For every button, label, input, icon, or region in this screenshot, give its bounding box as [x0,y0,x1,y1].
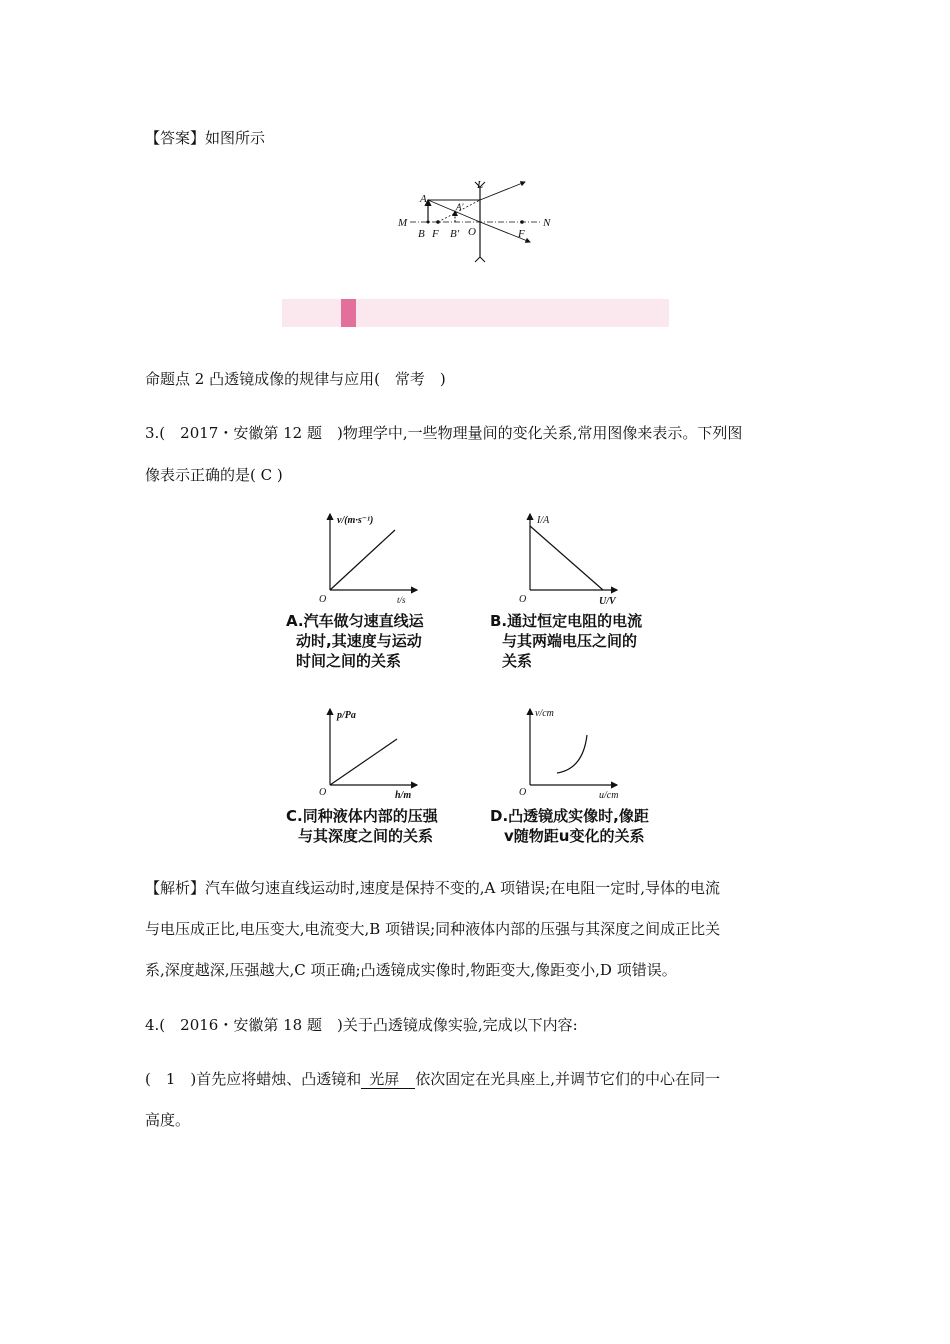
focal-point-right [520,220,524,224]
graph-a-origin: O [319,594,327,605]
graph-a-xlabel: t/s [397,595,406,605]
q4-part1-suffix: 依次固定在光具座上,并调节它们的中心在同一 [415,1070,721,1088]
focal-point-left [436,220,440,224]
lens-bottom-arrow-icon [475,257,485,262]
q4-part1-line-2: 高度。 [145,1111,191,1129]
section-band-marker [341,299,356,327]
answer-line [145,128,265,148]
label-f-left: F [432,228,439,240]
graph-a [315,508,425,608]
label-l: L [477,179,484,191]
analysis-line-3: 系,深度越深,压强越大,C 项正确;凸透镜成实像时,物距变大,像距变小,D 项错误。 [145,961,677,979]
answer-label: 【答案】 [145,129,206,147]
graph-a-caption: A.汽车做匀速直线运 动时,其速度与运动 时间之间的关系 [286,612,424,670]
label-f-right: F [518,228,525,240]
graph-c-xlabel: h/m [395,790,412,801]
q4-part1-line [145,1069,720,1089]
lens-ray-diagram [390,175,560,267]
graph-b [515,508,625,608]
graph-c-caption: C.同种液体内部的压强 与其深度之间的关系 [286,807,438,845]
label-a: A [420,193,427,205]
graph-c [315,703,425,803]
section-heading: 命题点 2 凸透镜成像的规律与应用( 常考 ) [145,370,446,388]
q4-part1-prefix: ( 1 )首先应将蜡烛、凸透镜和 [145,1070,362,1088]
point-b [427,221,430,224]
graph-d-caption: D.凸透镜成实像时,像距 v随物距u变化的关系 [490,807,649,845]
graph-b-ylabel: I/A [537,515,550,526]
graph-d-ylabel: v/cm [535,708,554,719]
graph-a-ylabel: v/(m·s⁻¹) [337,515,374,526]
q4-line-1: 4.( 2016・安徽第 18 题 )关于凸透镜成像实验,完成以下内容: [145,1016,578,1034]
analysis-line-2: 与电压成正比,电压变大,电流变大,B 项错误;同种液体内部的压强与其深度之间成正比关 [145,920,721,938]
answer-text: 如图所示 [205,129,266,147]
q3-line-2: 像表示正确的是( C ) [145,466,283,484]
q3-line-1: 3.( 2017・安徽第 12 题 )物理学中,一些物理量间的变化关系,常用图像来表示。下列图 [145,424,743,442]
graph-c-line [330,739,397,785]
graph-d-xlabel: u/cm [599,790,619,801]
label-n: N [543,217,551,229]
label-a-image: A' [456,202,464,212]
label-m: M [398,217,408,229]
analysis-line-1: 【解析】汽车做匀速直线运动时,速度是保持不变的,A 项错误;在电阻一定时,导体的电流 [145,879,720,897]
graph-b-origin: O [519,594,527,605]
ray-center-in [428,200,480,222]
q4-part1-blank: 光屏 [361,1070,415,1089]
label-o: O [468,226,476,238]
graph-c-origin: O [319,787,327,798]
graph-d-origin: O [519,787,527,798]
graph-d-curve [557,735,587,773]
graph-b-caption: B.通过恒定电阻的电流 与其两端电压之间的 关系 [490,612,643,670]
label-b-image: B' [450,228,460,240]
ray-diverged [480,182,525,200]
graph-b-line [530,526,603,590]
graph-b-xlabel: U/V [599,596,616,607]
graph-a-line [330,530,395,590]
graph-c-ylabel: p/Pa [337,710,356,721]
graph-d [515,703,625,803]
label-b: B [418,228,425,240]
